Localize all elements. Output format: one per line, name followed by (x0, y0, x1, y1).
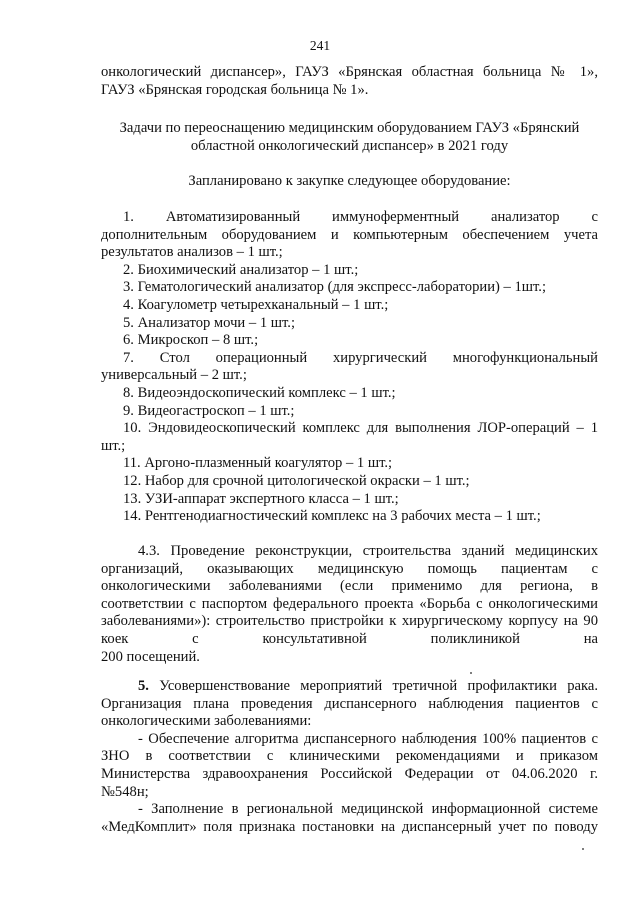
list-item: 10. Эндовидеоскопический комплекс для выполнения ЛОР-операций – 1 (123, 420, 598, 437)
scan-speck (470, 672, 472, 674)
section-title-text: Усовершенствование мероприятий третичной профилактики рака. (148, 678, 598, 694)
list-item-continuation: результатов анализов – 1 шт.; (101, 244, 283, 261)
list-item-continuation: шт.; (101, 437, 126, 454)
section-heading (101, 120, 598, 155)
list-item: 6. Микроскоп – 8 шт.; (123, 332, 259, 349)
text-line: заболеваниями»): строительство пристройки к хирургическому корпусу на 90 (101, 613, 598, 630)
intro-paragraph (101, 64, 598, 99)
text-line: организаций, оказывающих медицинскую помощь пациентам с (101, 560, 598, 577)
text-line: «МедКомплит» поля признака постановки на диспансерный учет по поводу (101, 818, 598, 835)
list-item: 1. Автоматизированный иммуноферментный анализатор с (123, 209, 598, 225)
list-item: 14. Рентгенодиагностический комплекс на 3 рабочих места – 1 шт.; (123, 508, 541, 525)
text-line: - Обеспечение алгоритма диспансерного наблюдения 100% пациентов с (138, 730, 598, 747)
text-line: - Заполнение в региональной медицинской информационной системе (138, 801, 598, 818)
list-item: 7. Стол операционный хирургический многофункциональный (123, 349, 598, 366)
page-number: 241 (309, 38, 331, 53)
list-item: 9. Видеогастроскоп – 1 шт.; (123, 402, 295, 419)
text-line: соответствии с паспортом федерального проекта «Борьба с онкологическими (101, 595, 598, 612)
text-line: 200 посещений. (101, 648, 200, 665)
section-4-3 (101, 543, 598, 666)
subheading: Запланировано к закупке следующее оборудование: (188, 173, 511, 189)
text-line: Министерства здравоохранения Российской Федерации от 04.06.2020 г. (101, 765, 598, 782)
text-line: онкологическими заболеваниями (если применимо для региона, в (101, 578, 598, 595)
text-line: Организация плана проведения диспансерного наблюдения пациентов с (101, 695, 598, 712)
text-line: онкологическими заболеваниями: (101, 713, 312, 730)
list-item-continuation: дополнительным оборудованием и компьютерным обеспечением учета (101, 226, 598, 243)
text-line: №548н; (101, 783, 149, 800)
heading-line: Задачи по переоснащению медицинским оборудованием ГАУЗ «Брянский (119, 120, 580, 136)
text-line: ЗНО в соответствии с клиническими рекомендациями и приказом (101, 748, 598, 765)
list-item: 8. Видеоэндоскопический комплекс – 1 шт.; (123, 384, 396, 401)
list-item: 3. Гематологический анализатор (для экспресс-лаборатории) – 1шт.; (123, 279, 546, 296)
section-5 (101, 678, 598, 836)
list-item: 4. Коагулометр четырехканальный – 1 шт.; (123, 296, 389, 313)
list-item: 11. Аргоно-плазменный коагулятор – 1 шт.; (123, 455, 393, 472)
text-line: ГАУЗ «Брянская городская больница № 1». (101, 81, 369, 98)
text-line: онкологический диспансер», ГАУЗ «Брянская областная больница № 1», (101, 64, 598, 80)
list-item-continuation: универсальный – 2 шт.; (101, 367, 247, 384)
section-number: 5. (138, 678, 149, 694)
list-item: 13. УЗИ-аппарат экспертного класса – 1 шт.; (123, 490, 399, 507)
equipment-list (101, 209, 598, 526)
scan-speck (582, 848, 584, 850)
text-line: 4.3. Проведение реконструкции, строительства зданий медицинских (138, 543, 598, 559)
heading-line: областной онкологический диспансер» в 2021 году (190, 137, 509, 154)
list-item: 12. Набор для срочной цитологической окраски – 1 шт.; (123, 472, 470, 489)
section-5-title (101, 678, 598, 696)
list-item: 5. Анализатор мочи – 1 шт.; (123, 314, 295, 331)
text-line: коек с консультативной поликлиникой на (101, 630, 598, 647)
list-item: 2. Биохимический анализатор – 1 шт.; (123, 261, 359, 278)
